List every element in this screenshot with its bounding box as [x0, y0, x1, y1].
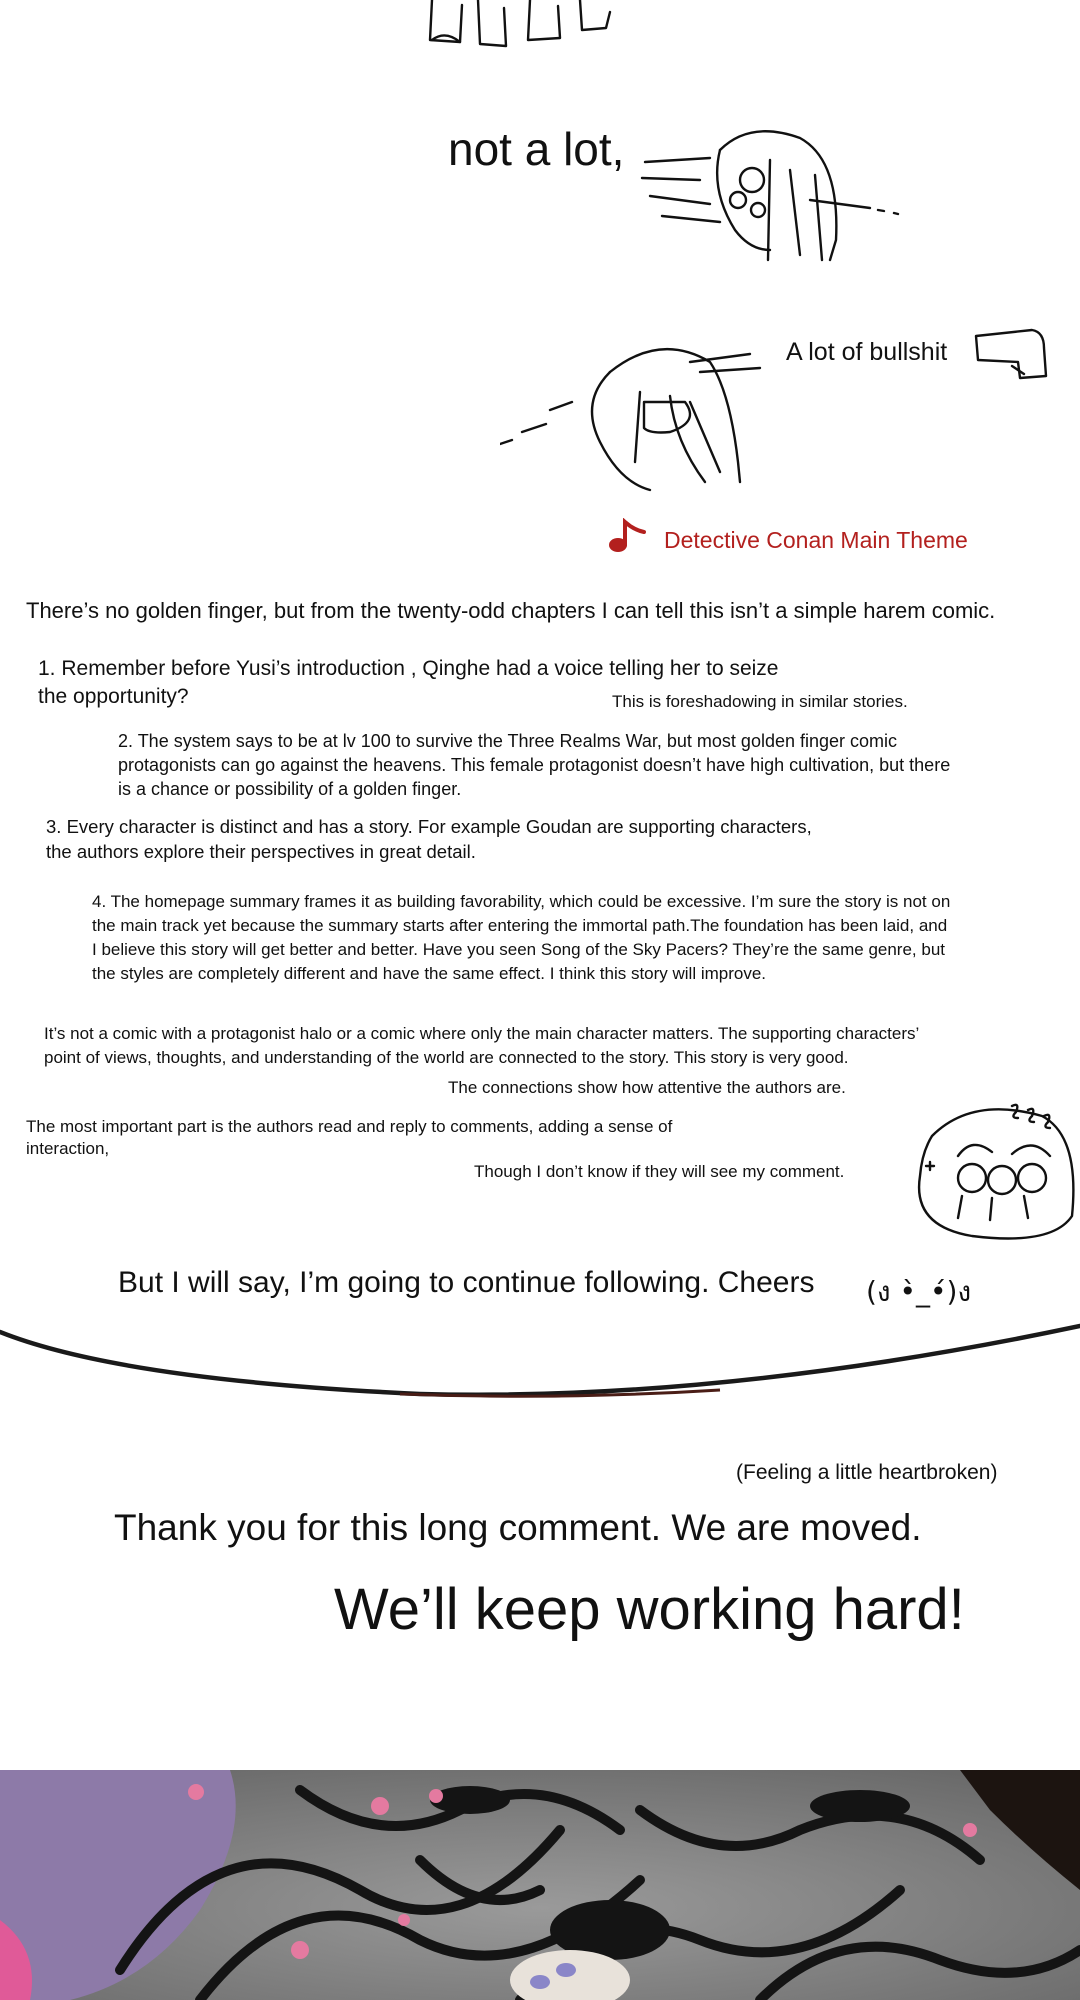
sleeping-chibis-sketch	[912, 1096, 1080, 1256]
dashing-chibi-sketch	[640, 120, 910, 270]
comment-important: The most important part is the authors read and reply to comments, adding a sense of interaction,	[26, 1117, 673, 1158]
comment-halo-paragraph: It’s not a comic with a protagonist halo or a comic where only the main character matters. The supporting characters’ point of views, thoughts, and understanding of the world are connected to the story. This story is very good.	[44, 1024, 920, 1067]
comment-point-4: 4. The homepage summary frames it as building favorability, which could be excessive. I’m sure the story is not on the main track yet because the summary starts after entering the immortal path.The foundation has been laid, and I believe this story will get better and better. Have you seen Song of the Sky Pacers? They’re the same genre, but the styles are completely different and have the same effect. I think this story will improve.	[92, 892, 951, 983]
cheers-emoticon: (ง •̀_•́)ง	[866, 1275, 972, 1308]
comment-point-1-note: This is foreshadowing in similar stories.	[612, 692, 908, 711]
music-note-icon	[608, 518, 646, 554]
comment-point-1: 1. Remember before Yusi’s introduction , Qinghe had a voice telling her to seize the opportunity?	[38, 657, 779, 708]
illustration-art	[0, 1770, 1080, 2000]
comment-intro: There’s no golden finger, but from the twenty-odd chapters I can tell this isn’t a simple harem comic.	[26, 598, 996, 623]
comment-cheers: But I will say, I’m going to continue following. Cheers	[118, 1266, 815, 1299]
comment-dont-know: Though I don’t know if they will see my comment.	[474, 1162, 845, 1181]
next-panel-illustration	[0, 1770, 1080, 2000]
box-sketch	[972, 326, 1050, 386]
comment-point-3: 3. Every character is distinct and has a story. For example Goudan are supporting characters, the authors explore their perspectives in great detail.	[46, 816, 812, 862]
chibi-legs-sketch	[420, 0, 650, 55]
bullshit-caption: A lot of bullshit	[786, 338, 948, 366]
brush-divider	[0, 1290, 1080, 1410]
not-a-lot-caption: not a lot,	[448, 123, 625, 175]
running-chibi-sketch	[500, 332, 770, 502]
reply-keep-working: We’ll keep working hard!	[334, 1577, 965, 1642]
comment-point-2: 2. The system says to be at lv 100 to survive the Three Realms War, but most golden finger comic protagonists can go against the heavens. This female protagonist doesn’t have high cultivation, but there is a chance or possibility of a golden finger.	[118, 731, 951, 799]
reply-heartbroken: (Feeling a little heartbroken)	[736, 1461, 998, 1484]
reply-thanks: Thank you for this long comment. We are moved.	[114, 1507, 922, 1548]
comment-connections: The connections show how attentive the authors are.	[448, 1078, 846, 1097]
music-label: Detective Conan Main Theme	[664, 527, 968, 553]
